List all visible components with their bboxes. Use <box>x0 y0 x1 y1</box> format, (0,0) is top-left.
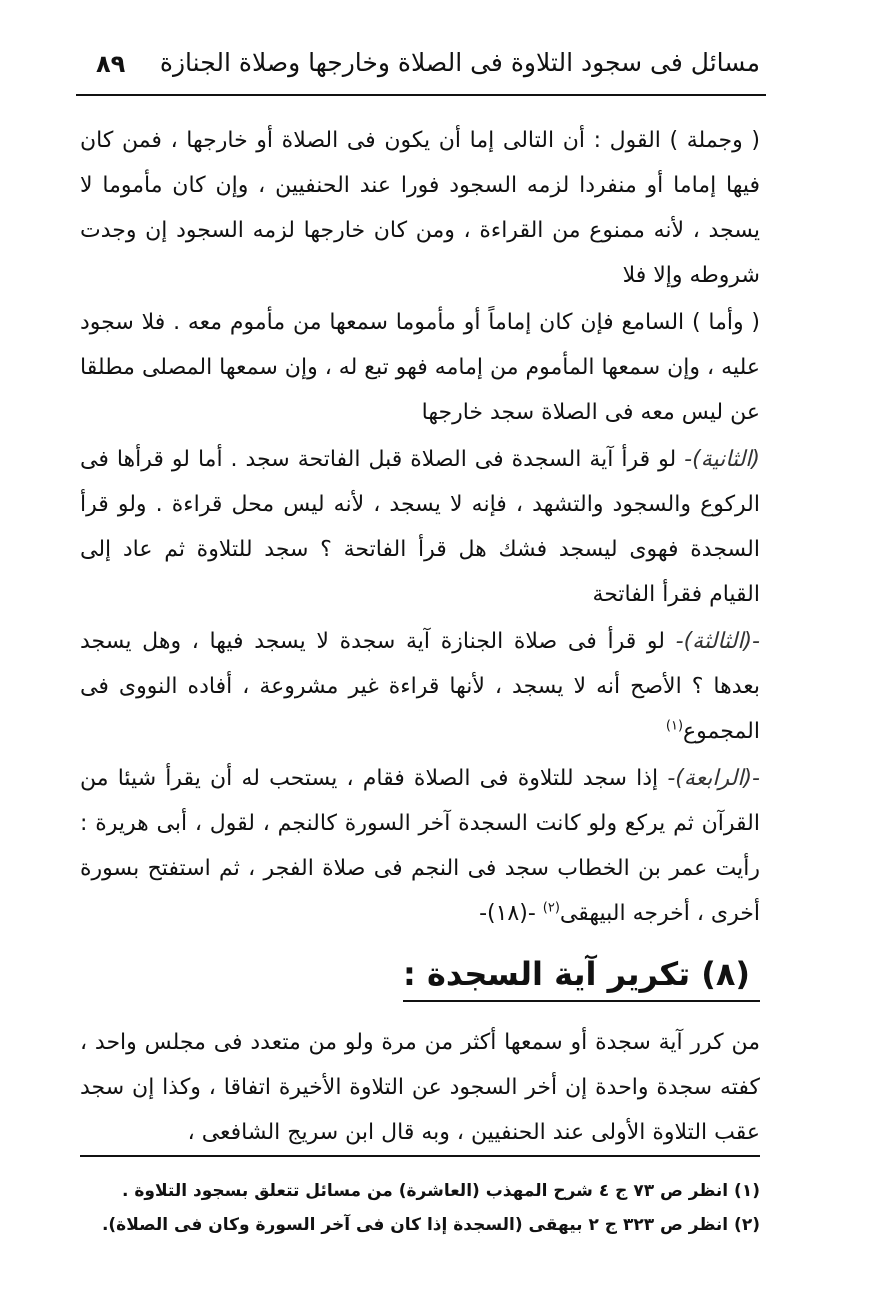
paragraph-repetition <box>80 1020 760 1155</box>
paragraph-third-issue <box>80 619 760 754</box>
paragraph-second-issue <box>80 437 760 617</box>
footnote-rule <box>80 1155 760 1157</box>
running-title: مسائل فى سجود التلاوة فى الصلاة وخارجها وصلاة الجنازة <box>159 48 760 77</box>
paragraph-summary-text: ( وجملة ) القول : أن التالى إما أن يكون فى الصلاة أو خارجها ، فمن كان فيها إماما أو منفردا لزمه السجود فورا عند الحنفيين ، وإن كان مأموما لا يسجد ، لأنه ممنوع من القراءة ، ومن كان خارجها لزمه السجود إن وجدت شروطه وإلا فلا <box>80 128 760 288</box>
issue-label-second: (الثانية)- <box>684 447 760 472</box>
footnote-ref-1: (١) <box>665 718 684 734</box>
paragraph-third-issue-text: لو قرأ فى صلاة الجنازة آية سجدة لا يسجد فيها ، وهل يسجد بعدها ؟ الأصح أنه لا يسجد ، لأنها قراءة غير مشروعة ، أفاده النووى فى المجموع <box>80 629 760 744</box>
paragraph-fourth-issue <box>80 756 760 936</box>
page-body <box>80 118 760 1155</box>
page-number: ٨٩ <box>96 50 126 78</box>
section-heading-wrap <box>80 936 760 1020</box>
paragraph-fourth-issue-text: إذا سجد للتلاوة فى الصلاة فقام ، يستحب له أن يقرأ شيئا من القرآن ثم يركع ولو كانت السجدة آخر السورة كالنجم ، لقول ، أبى هريرة : رأيت عمر بن الخطاب سجد فى النجم فى صلاة الفجر ، ثم استفتح بسورة أخرى ، أخرجه البيهقى <box>80 766 760 926</box>
section-heading: (٨) تكرير آية السجدة : <box>403 950 760 1002</box>
paragraph-second-issue-text: لو قرأ آية السجدة فى الصلاة قبل الفاتحة سجد . أما لو قرأها فى الركوع والسجود والتشهد ، فإنه لا يسجد ، لأنه ليس محل قراءة . ولو قرأ السجدة فهوى ليسجد فشك هل قرأ الفاتحة ؟ سجد للتلاوة ثم عاد إلى القيام فقرأ الفاتحة <box>80 447 760 607</box>
footnote-2: (٢) انظر ص ٣٢٣ ج ٢ بيهقى (السجدة إذا كان فى آخر السورة وكان فى الصلاة). <box>101 1215 760 1235</box>
footnote-ref-2: (٢) <box>542 900 560 916</box>
footnotes <box>80 1174 760 1242</box>
footnote-1: (١) انظر ص ٧٣ ج ٤ شرح المهذب (العاشرة) من مسائل تتعلق بسجود التلاوة . <box>122 1181 760 1201</box>
page-header <box>76 40 766 88</box>
issue-label-fourth: -(الرابعة)- <box>667 766 760 791</box>
paragraph-listener-text: ( وأما ) السامع فإن كان إماماً أو مأموما سمعها من مأموم معه . فلا سجود عليه ، وإن سمعها المأموم من إمامه فهو تبع له ، وإن سمعها المصلى مطلقا عن ليس معه فى الصلاة سجد خارجها <box>80 310 760 425</box>
paragraph-marker: -(١٨)- <box>479 901 543 926</box>
paragraph-repetition-text: من كرر آية سجدة أو سمعها أكثر من مرة ولو من متعدد فى مجلس واحد ، كفته سجدة واحدة إن أخر السجود عن التلاوة الأخيرة اتفاقا ، وكذا إن سجد عقب التلاوة الأولى عند الحنفيين ، وبه قال ابن سريج الشافعى ، <box>80 1030 760 1145</box>
issue-label-third: -(الثالثة)- <box>675 629 760 654</box>
header-rule <box>76 94 766 96</box>
paragraph-summary <box>80 118 760 298</box>
paragraph-listener <box>80 300 760 435</box>
